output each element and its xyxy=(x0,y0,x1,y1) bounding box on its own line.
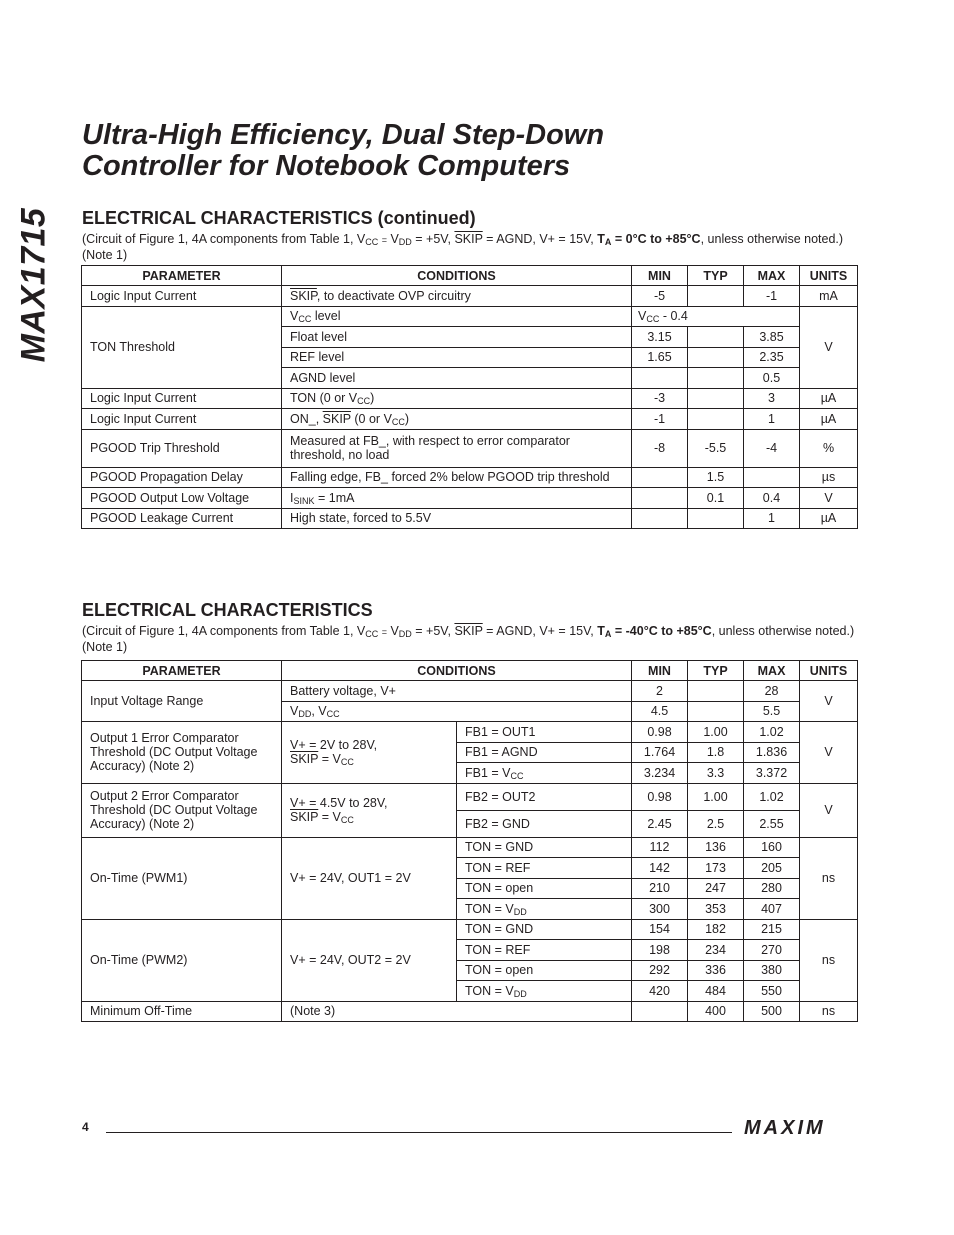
units-cell: ns xyxy=(800,837,858,919)
min-cell: $V_{CC} - 0.4$ xyxy=(632,306,800,327)
condition-cell: (Note 3) xyxy=(282,1001,632,1022)
min-cell: -3 xyxy=(632,388,688,409)
table-row xyxy=(82,681,858,702)
max-cell: 205 xyxy=(744,858,800,879)
min-cell: 210 xyxy=(632,878,688,899)
min-cell: 292 xyxy=(632,960,688,981)
typ-cell: 136 xyxy=(688,837,744,858)
condition-cell: $I_{SINK} = 1mA$ xyxy=(282,488,632,509)
max-cell: 407 xyxy=(744,899,800,920)
typ-cell: 3.3 xyxy=(688,763,744,784)
param-cell: Logic Input Current xyxy=(82,388,282,409)
units-cell: ns xyxy=(800,1001,858,1022)
max-cell: 0.5 xyxy=(744,368,800,389)
typ-cell: 234 xyxy=(688,940,744,961)
condition-cell: REF level xyxy=(282,347,632,368)
header-conditions: CONDITIONS xyxy=(282,661,632,681)
condition-cell: AGND level xyxy=(282,368,632,389)
param-cell: Logic Input Current xyxy=(82,409,282,430)
units-cell: µA xyxy=(800,409,858,430)
table-header-row xyxy=(82,266,858,286)
maxim-logo xyxy=(744,1117,852,1137)
ec-table-continued xyxy=(81,265,858,529)
typ-cell xyxy=(688,286,744,307)
condition-cell: V+ = 24V, OUT1 = 2V xyxy=(282,837,457,919)
subcondition-cell: FB2 = OUT2 xyxy=(457,783,632,810)
footer-rule xyxy=(106,1132,732,1133)
section-note-continued: (Circuit of Figure 1, 4A components from Table 1, $V_{CC} = V_{DD} = +5V$, SKIP = AGND, V+ = 15V, $T_A = 0^\circ C$ to +85°C, unless otherwise noted.) (Note 1) xyxy=(82,232,844,262)
header-units: UNITS xyxy=(800,266,858,286)
condition-cell: SKIP, to deactivate OVP circuitry xyxy=(282,286,632,307)
param-cell: Input Voltage Range xyxy=(82,681,282,722)
max-cell: 550 xyxy=(744,981,800,1002)
table-row xyxy=(82,508,858,529)
min-cell: -1 xyxy=(632,409,688,430)
table-row xyxy=(82,783,858,810)
header-typ: TYP xyxy=(688,266,744,286)
min-cell: 1.764 xyxy=(632,742,688,763)
max-cell: 270 xyxy=(744,940,800,961)
document-title: Ultra-High Efficiency, Dual Step-Down Controller for Notebook Computers xyxy=(82,119,605,182)
header-max: MAX xyxy=(744,661,800,681)
min-cell: 3.15 xyxy=(632,327,688,348)
table-row xyxy=(82,1001,858,1022)
typ-cell: 1.00 xyxy=(688,722,744,743)
max-cell: 500 xyxy=(744,1001,800,1022)
max-cell: -4 xyxy=(744,429,800,467)
typ-cell: 247 xyxy=(688,878,744,899)
min-cell: 2.45 xyxy=(632,810,688,837)
subcondition-cell: FB1 = AGND xyxy=(457,742,632,763)
table-row xyxy=(82,488,858,509)
max-cell: 1 xyxy=(744,508,800,529)
subcondition-cell: FB1 = OUT1 xyxy=(457,722,632,743)
header-conditions: CONDITIONS xyxy=(282,266,632,286)
param-cell: PGOOD Output Low Voltage xyxy=(82,488,282,509)
typ-cell: 2.5 xyxy=(688,810,744,837)
min-cell: 0.98 xyxy=(632,783,688,810)
header-min: MIN xyxy=(632,661,688,681)
header-parameter: PARAMETER xyxy=(82,266,282,286)
param-cell: Output 1 Error Comparator Threshold (DC Output Voltage Accuracy) (Note 2) xyxy=(82,722,282,784)
condition-cell: V+ = 4.5V to 28V, SKIP = $V_{CC}$ xyxy=(282,783,457,837)
min-cell: 4.5 xyxy=(632,701,688,722)
table-row xyxy=(82,429,858,467)
max-cell: 0.4 xyxy=(744,488,800,509)
min-cell: 3.234 xyxy=(632,763,688,784)
units-cell: µA xyxy=(800,508,858,529)
typ-cell: 182 xyxy=(688,919,744,940)
min-cell xyxy=(632,368,688,389)
header-max: MAX xyxy=(744,266,800,286)
units-cell: V xyxy=(800,488,858,509)
typ-cell: 173 xyxy=(688,858,744,879)
subcondition-cell: TON = REF xyxy=(457,940,632,961)
typ-cell xyxy=(688,701,744,722)
units-cell: V xyxy=(800,306,858,388)
units-cell: µA xyxy=(800,388,858,409)
table-header-row xyxy=(82,661,858,681)
table-row xyxy=(82,467,858,488)
min-cell: 142 xyxy=(632,858,688,879)
min-cell: 300 xyxy=(632,899,688,920)
section-note: (Circuit of Figure 1, 4A components from Table 1, $V_{CC} = V_{DD} = +5V$, SKIP = AGND, V+ = 15V, $T_A = -40^\circ C$ to +85°C, unless otherwise noted.) (Note 1) xyxy=(82,624,855,654)
max-cell xyxy=(744,467,800,488)
typ-cell: 1.8 xyxy=(688,742,744,763)
param-cell: Output 2 Error Comparator Threshold (DC Output Voltage Accuracy) (Note 2) xyxy=(82,783,282,837)
min-cell xyxy=(632,467,688,488)
max-cell: 160 xyxy=(744,837,800,858)
min-cell: 420 xyxy=(632,981,688,1002)
table-row xyxy=(82,286,858,307)
condition-cell: $V_{CC}$ level xyxy=(282,306,632,327)
typ-cell xyxy=(688,368,744,389)
table-row xyxy=(82,409,858,430)
header-min: MIN xyxy=(632,266,688,286)
min-cell: 112 xyxy=(632,837,688,858)
condition-cell: V+ = 24V, OUT2 = 2V xyxy=(282,919,457,1001)
max-cell: 1.836 xyxy=(744,742,800,763)
max-cell: -1 xyxy=(744,286,800,307)
min-cell xyxy=(632,508,688,529)
param-cell: Minimum Off-Time xyxy=(82,1001,282,1022)
typ-cell xyxy=(688,388,744,409)
table-row xyxy=(82,837,858,858)
min-cell: 1.65 xyxy=(632,347,688,368)
max-cell: 3 xyxy=(744,388,800,409)
subcondition-cell: TON = open xyxy=(457,878,632,899)
condition-cell: TON (0 or $V_{CC}$) xyxy=(282,388,632,409)
units-cell: V xyxy=(800,681,858,722)
max-cell: 5.5 xyxy=(744,701,800,722)
max-cell: 215 xyxy=(744,919,800,940)
typ-cell: 336 xyxy=(688,960,744,981)
min-cell: 154 xyxy=(632,919,688,940)
max-cell: 1 xyxy=(744,409,800,430)
side-part-number: MAX1715 xyxy=(14,207,53,363)
units-cell: V xyxy=(800,722,858,784)
section-title: ELECTRICAL CHARACTERISTICS xyxy=(82,600,373,620)
subcondition-cell: TON = $V_{DD}$ xyxy=(457,899,632,920)
min-cell: 0.98 xyxy=(632,722,688,743)
typ-cell xyxy=(688,508,744,529)
min-cell xyxy=(632,488,688,509)
typ-cell xyxy=(688,347,744,368)
max-cell: 1.02 xyxy=(744,783,800,810)
header-units: UNITS xyxy=(800,661,858,681)
condition-cell: Measured at FB_, with respect to error comparator threshold, no load xyxy=(282,429,632,467)
min-cell xyxy=(632,1001,688,1022)
units-cell: % xyxy=(800,429,858,467)
table-row xyxy=(82,388,858,409)
logo-text: MAXIM xyxy=(744,1117,826,1137)
table-row xyxy=(82,306,858,327)
section-title-continued: ELECTRICAL CHARACTERISTICS (continued) xyxy=(82,208,476,228)
ec-table xyxy=(81,660,858,1022)
condition-cell: Falling edge, FB_ forced 2% below PGOOD trip threshold xyxy=(282,467,632,488)
max-cell: 2.35 xyxy=(744,347,800,368)
max-cell: 3.372 xyxy=(744,763,800,784)
subcondition-cell: TON = REF xyxy=(457,858,632,879)
min-cell: -8 xyxy=(632,429,688,467)
typ-cell: -5.5 xyxy=(688,429,744,467)
max-cell: 380 xyxy=(744,960,800,981)
param-cell: PGOOD Trip Threshold xyxy=(82,429,282,467)
param-cell: TON Threshold xyxy=(82,306,282,388)
header-parameter: PARAMETER xyxy=(82,661,282,681)
subcondition-cell: FB2 = GND xyxy=(457,810,632,837)
min-cell: 198 xyxy=(632,940,688,961)
page-number: 4 xyxy=(82,1120,89,1134)
param-cell: Logic Input Current xyxy=(82,286,282,307)
param-cell: PGOOD Propagation Delay xyxy=(82,467,282,488)
typ-cell xyxy=(688,681,744,702)
typ-cell xyxy=(688,409,744,430)
min-cell: -5 xyxy=(632,286,688,307)
units-cell: µs xyxy=(800,467,858,488)
typ-cell: 1.5 xyxy=(688,467,744,488)
condition-cell: ON_, SKIP (0 or $V_{CC}$) xyxy=(282,409,632,430)
table-row xyxy=(82,919,858,940)
typ-cell: 1.00 xyxy=(688,783,744,810)
max-cell: 280 xyxy=(744,878,800,899)
typ-cell xyxy=(688,327,744,348)
table-row xyxy=(82,722,858,743)
subcondition-cell: TON = $V_{DD}$ xyxy=(457,981,632,1002)
condition-cell: V+ = 2V to 28V, SKIP = $V_{CC}$ xyxy=(282,722,457,784)
condition-cell: Float level xyxy=(282,327,632,348)
condition-cell: High state, forced to 5.5V xyxy=(282,508,632,529)
max-cell: 28 xyxy=(744,681,800,702)
max-cell: 3.85 xyxy=(744,327,800,348)
param-cell: PGOOD Leakage Current xyxy=(82,508,282,529)
condition-cell: $V_{DD}$, $V_{CC}$ xyxy=(282,701,632,722)
param-cell: On-Time (PWM1) xyxy=(82,837,282,919)
param-cell: On-Time (PWM2) xyxy=(82,919,282,1001)
max-cell: 2.55 xyxy=(744,810,800,837)
typ-cell: 353 xyxy=(688,899,744,920)
condition-cell: Battery voltage, V+ xyxy=(282,681,632,702)
header-typ: TYP xyxy=(688,661,744,681)
typ-cell: 400 xyxy=(688,1001,744,1022)
subcondition-cell: $FB1 = V_{CC}$ xyxy=(457,763,632,784)
min-cell: 2 xyxy=(632,681,688,702)
max-cell: 1.02 xyxy=(744,722,800,743)
typ-cell: 484 xyxy=(688,981,744,1002)
units-cell: V xyxy=(800,783,858,837)
typ-cell: 0.1 xyxy=(688,488,744,509)
units-cell: ns xyxy=(800,919,858,1001)
subcondition-cell: TON = GND xyxy=(457,837,632,858)
subcondition-cell: TON = GND xyxy=(457,919,632,940)
units-cell: mA xyxy=(800,286,858,307)
subcondition-cell: TON = open xyxy=(457,960,632,981)
